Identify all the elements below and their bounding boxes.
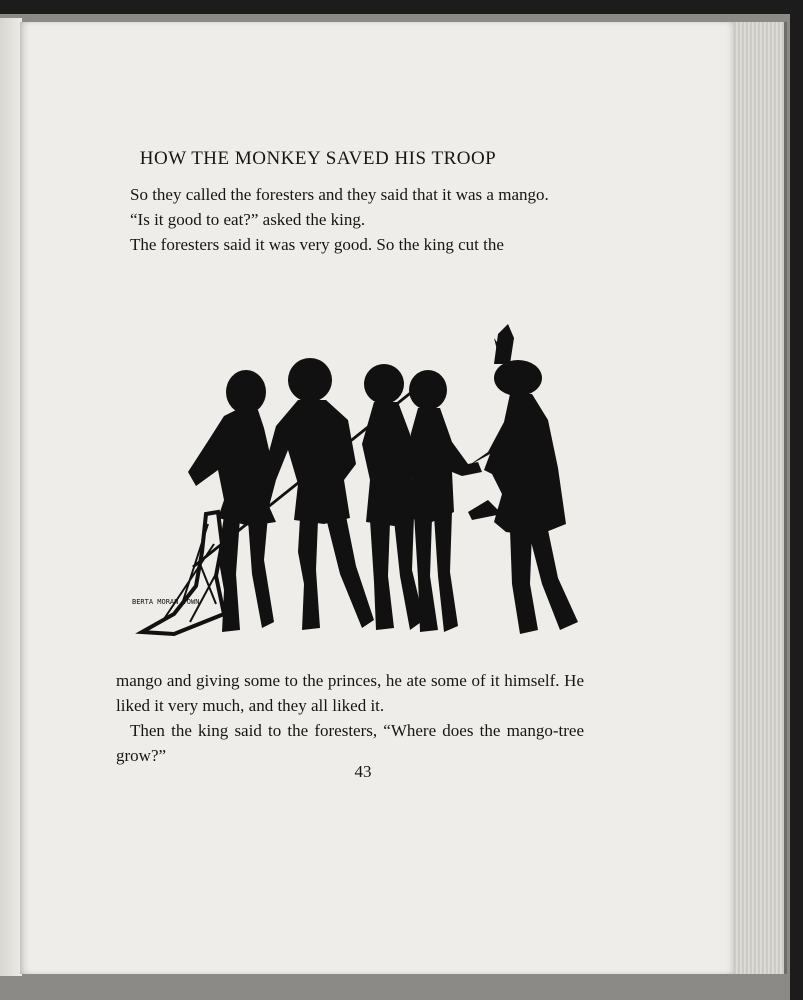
illustrator-signature: BERTA MORAN TOWN [132, 598, 200, 606]
book-page [20, 22, 734, 974]
top-text-block [116, 182, 584, 257]
paragraph: mango and giving some to the princes, he ate some of it himself. He liked it very much, and they all liked it. [116, 671, 584, 715]
page-number: 43 [354, 762, 372, 781]
paragraph: “Is it good to eat?” asked the king. [130, 210, 366, 229]
page-block-edges [732, 22, 787, 974]
silhouette-figure [468, 324, 578, 634]
left-page-edge [0, 18, 22, 976]
silhouette-figure [258, 358, 374, 630]
paragraph: So they called the foresters and they said that it was a mango. [130, 185, 549, 204]
paragraph: Then the king said to the foresters, “Where does the mango-tree grow?” [116, 721, 584, 765]
bottom-text-block [116, 668, 584, 768]
silhouette-illustration [112, 304, 592, 636]
running-head: HOW THE MONKEY SAVED HIS TROOP [139, 148, 497, 169]
paragraph: The foresters said it was very good. So the king cut the [130, 235, 504, 254]
silhouette-figure [408, 370, 482, 632]
